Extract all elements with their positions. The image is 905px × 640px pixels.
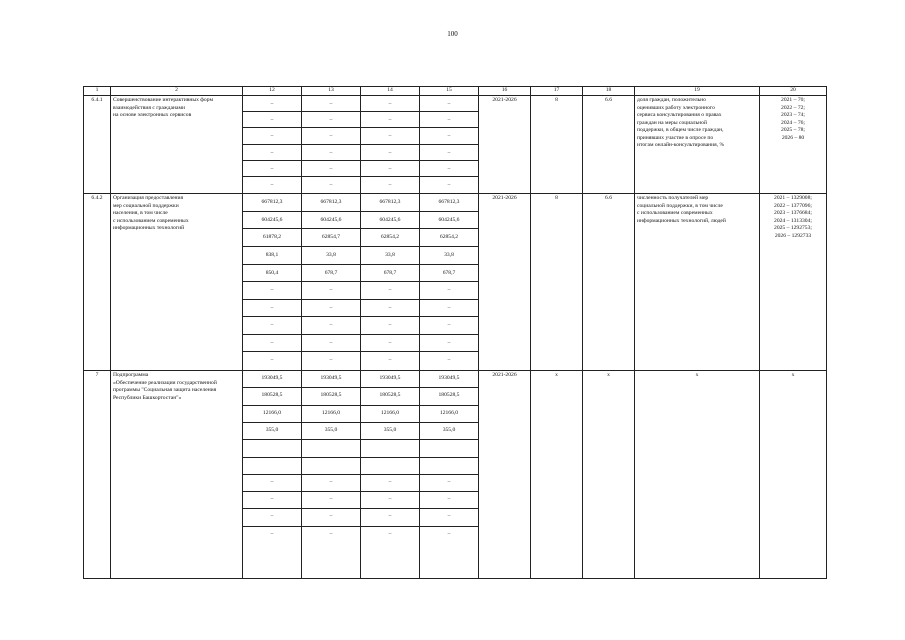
value-cell: – <box>420 96 478 112</box>
value-cell <box>302 440 360 457</box>
header-col-12: 12 <box>243 87 302 96</box>
value-cell: 12166,0 <box>302 406 360 423</box>
value-cell: 62854,2 <box>420 229 478 247</box>
row-name-line: Республики Башкортостан"» <box>113 394 182 401</box>
value-cell <box>302 458 360 475</box>
target-value-line: 2025 – 1292753; <box>774 225 812 232</box>
target-value-line: 2021 – 1329008; <box>774 195 812 202</box>
row-name-line: «Обеспечение реализации государственной <box>113 379 217 386</box>
value-cell: – <box>361 128 419 144</box>
target-values-cell <box>760 371 827 579</box>
value-cell: – <box>361 161 419 177</box>
table-row <box>84 96 827 194</box>
value-cell: 33,8 <box>361 247 419 265</box>
value-cell: – <box>302 475 360 492</box>
col17-cell: 8 <box>531 194 583 371</box>
value-cell: 12166,0 <box>420 406 478 423</box>
value-cell <box>420 458 478 475</box>
value-cell: – <box>302 509 360 526</box>
indicator-cell <box>635 96 760 194</box>
value-column-v12 <box>243 96 302 194</box>
value-cell: 604245,6 <box>302 212 360 230</box>
value-column-v13 <box>302 96 361 194</box>
row-name-line: взаимодействия с гражданами <box>113 104 186 111</box>
value-cell: 180528,5 <box>361 388 419 405</box>
header-col-15: 15 <box>420 87 479 96</box>
row-name-line: с использованием современных <box>113 217 189 224</box>
col17-cell: х <box>531 371 583 579</box>
col18-cell: 6.6 <box>583 194 635 371</box>
value-column-v14 <box>361 96 420 194</box>
indicator-line: х <box>695 372 699 379</box>
indicator-line: социальной поддержки, в том числе <box>637 202 723 209</box>
row-name-line: Подпрограмма <box>113 372 149 379</box>
value-stack <box>302 371 360 544</box>
value-cell: – <box>329 530 333 537</box>
row-code: 6.4.2 <box>84 194 111 371</box>
value-cell: – <box>420 475 478 492</box>
value-column-v13 <box>302 371 361 579</box>
value-column-v15 <box>420 371 479 579</box>
value-cell: – <box>388 181 392 188</box>
value-cell: – <box>243 492 301 509</box>
value-cell: – <box>302 96 360 112</box>
value-cell: 193049,5 <box>420 371 478 388</box>
period-cell: 2021-2026 <box>479 371 531 579</box>
value-cell: – <box>243 317 301 335</box>
value-column-v15 <box>420 194 479 371</box>
value-cell: – <box>420 145 478 161</box>
value-stack <box>243 96 301 193</box>
value-cell <box>243 440 301 457</box>
value-cell: – <box>329 357 333 364</box>
value-cell: – <box>270 357 274 364</box>
header-col-13: 13 <box>302 87 361 96</box>
value-cell: 667812,3 <box>243 194 301 212</box>
value-cell: 355,0 <box>361 423 419 440</box>
value-cell: – <box>302 282 360 300</box>
value-cell: – <box>447 357 451 364</box>
page-number: 100 <box>447 30 458 38</box>
value-cell: – <box>243 300 301 318</box>
value-cell: 193049,5 <box>243 371 301 388</box>
value-stack <box>361 96 419 193</box>
value-cell: – <box>243 112 301 128</box>
value-cell: – <box>302 335 360 353</box>
value-cell <box>361 458 419 475</box>
value-cell: 61878,2 <box>243 229 301 247</box>
value-cell: – <box>302 492 360 509</box>
value-stack <box>302 194 360 370</box>
value-cell: 678,7 <box>361 265 419 283</box>
value-cell: – <box>243 128 301 144</box>
value-cell: 604245,6 <box>420 212 478 230</box>
value-cell: 678,7 <box>420 265 478 283</box>
value-cell: 193049,5 <box>361 371 419 388</box>
value-cell: 180528,5 <box>302 388 360 405</box>
value-cell: – <box>243 96 301 112</box>
target-value-line: 2025 – 78; <box>781 127 805 133</box>
value-cell: – <box>388 530 392 537</box>
indicator-line: граждан на меры социальной <box>637 119 707 126</box>
value-cell: – <box>447 181 451 188</box>
value-cell: – <box>420 161 478 177</box>
value-cell: – <box>420 335 478 353</box>
indicator-line: поддержки, в общем числе граждан, <box>637 127 724 133</box>
target-value-line: х <box>791 372 795 379</box>
target-value-line: 2026 – 80 <box>781 134 805 141</box>
indicator-line: оценивших работу электронного <box>637 104 715 111</box>
header-col-18: 18 <box>583 87 635 96</box>
target-value-line: 2024 – 76; <box>781 119 805 126</box>
target-value-line: 2022 – 1377096; <box>774 202 812 209</box>
value-cell: – <box>388 357 392 364</box>
header-col-2: 2 <box>111 87 243 96</box>
value-stack <box>243 371 301 544</box>
value-cell: 355,0 <box>243 423 301 440</box>
target-value-line: 2023 – 74; <box>781 112 805 118</box>
value-cell: – <box>302 161 360 177</box>
value-cell: 667812,3 <box>420 194 478 212</box>
header-col-16: 16 <box>479 87 531 96</box>
value-column-v15 <box>420 96 479 194</box>
value-stack <box>420 96 478 193</box>
value-cell: – <box>361 300 419 318</box>
value-cell: 180528,5 <box>420 388 478 405</box>
row-name-line: программы "Социальная защита населения <box>113 387 217 394</box>
row-name-line: мер социальной поддержки <box>113 202 179 209</box>
indicator-line: доля граждан, положительно <box>637 97 706 103</box>
value-cell: – <box>361 112 419 128</box>
value-cell: – <box>420 317 478 335</box>
row-name <box>111 371 243 579</box>
header-col-20: 20 <box>760 87 827 96</box>
row-name-line: Организация предоставления <box>113 195 184 202</box>
value-cell: – <box>302 128 360 144</box>
row-name <box>111 194 243 371</box>
value-cell: 850,4 <box>243 265 301 283</box>
row-code: 7 <box>84 371 111 579</box>
col17-cell: 8 <box>531 96 583 194</box>
value-cell: 604245,6 <box>361 212 419 230</box>
value-cell: – <box>302 145 360 161</box>
value-cell: 838,1 <box>243 247 301 265</box>
value-cell: 62854,7 <box>302 229 360 247</box>
value-cell: – <box>302 300 360 318</box>
value-cell: – <box>361 317 419 335</box>
row-code: 6.4.1 <box>84 96 111 194</box>
value-cell: 604245,6 <box>243 212 301 230</box>
value-cell: – <box>361 509 419 526</box>
value-cell: 355,0 <box>420 423 478 440</box>
row-name-line: на основе электронных сервисов <box>113 112 192 118</box>
value-cell: – <box>243 475 301 492</box>
indicator-line: с использованием современных <box>637 210 713 217</box>
value-cell: 33,8 <box>420 247 478 265</box>
header-row <box>84 87 827 96</box>
period-cell: 2021-2026 <box>479 96 531 194</box>
value-cell: – <box>420 492 478 509</box>
value-cell: – <box>447 530 451 537</box>
value-cell: – <box>361 96 419 112</box>
value-cell: 667812,3 <box>302 194 360 212</box>
value-stack <box>361 371 419 544</box>
header-col-19: 19 <box>635 87 760 96</box>
value-cell: – <box>270 181 274 188</box>
indicator-line: сервиса консультирования о правах <box>637 112 722 118</box>
target-value-line: 2021 – 70; <box>781 97 805 103</box>
value-cell: – <box>243 335 301 353</box>
target-value-line: 2023 – 1376684; <box>774 210 812 217</box>
value-stack <box>302 96 360 193</box>
indicator-line: информационных технологий, людей <box>637 217 726 224</box>
value-cell: 667812,3 <box>361 194 419 212</box>
header-col-1: 1 <box>84 87 111 96</box>
value-cell: 678,7 <box>302 265 360 283</box>
value-stack <box>420 371 478 544</box>
target-value-line: 2024 – 1313304; <box>774 217 812 224</box>
value-cell: – <box>302 112 360 128</box>
value-stack <box>361 194 419 370</box>
value-cell: 62854,2 <box>361 229 419 247</box>
value-cell: – <box>420 300 478 318</box>
value-cell: – <box>420 509 478 526</box>
target-values-cell <box>760 96 827 194</box>
value-column-v14 <box>361 194 420 371</box>
indicator-line: численность получателей мер <box>637 195 709 202</box>
indicator-line: принявших участие в опросе по <box>637 134 714 141</box>
program-table <box>83 86 827 579</box>
table-row <box>84 194 827 371</box>
indicator-cell <box>635 194 760 371</box>
value-cell <box>420 440 478 457</box>
row-name-line: Совершенствование интерактивных форм <box>113 97 213 103</box>
value-cell: – <box>243 509 301 526</box>
header-col-17: 17 <box>531 87 583 96</box>
col18-cell: х <box>583 371 635 579</box>
value-cell: – <box>243 145 301 161</box>
value-cell: – <box>243 161 301 177</box>
value-cell: – <box>361 145 419 161</box>
value-cell: – <box>420 282 478 300</box>
value-cell: 355,0 <box>302 423 360 440</box>
target-value-line: 2022 – 72; <box>781 104 805 111</box>
indicator-line: итогам онлайн-консультирования, % <box>637 142 725 148</box>
value-cell: 180528,5 <box>243 388 301 405</box>
value-cell: – <box>420 128 478 144</box>
target-value-line: 2026 – 1292733 <box>774 232 812 239</box>
value-column-v13 <box>302 194 361 371</box>
value-column-v12 <box>243 371 302 579</box>
value-cell: – <box>420 112 478 128</box>
row-name-line: информационных технологий <box>113 225 185 232</box>
row-name-line: населения, в том числе <box>113 210 168 217</box>
value-cell: – <box>361 282 419 300</box>
header-col-14: 14 <box>361 87 420 96</box>
value-cell: 12166,0 <box>361 406 419 423</box>
value-cell: 33,8 <box>302 247 360 265</box>
value-cell <box>361 440 419 457</box>
table-row <box>84 371 827 579</box>
period-cell: 2021-2026 <box>479 194 531 371</box>
value-cell: – <box>302 317 360 335</box>
value-column-v12 <box>243 194 302 371</box>
value-cell <box>243 458 301 475</box>
value-stack <box>420 194 478 370</box>
indicator-cell <box>635 371 760 579</box>
value-stack <box>243 194 301 370</box>
value-cell: – <box>361 492 419 509</box>
value-cell: – <box>243 282 301 300</box>
value-cell: – <box>361 335 419 353</box>
col18-cell: 6.6 <box>583 96 635 194</box>
value-cell: – <box>329 181 333 188</box>
row-name <box>111 96 243 194</box>
value-cell: 12166,0 <box>243 406 301 423</box>
value-cell: 193049,5 <box>302 371 360 388</box>
target-values-cell <box>760 194 827 371</box>
value-cell: – <box>361 475 419 492</box>
value-column-v14 <box>361 371 420 579</box>
value-cell: – <box>270 530 274 537</box>
